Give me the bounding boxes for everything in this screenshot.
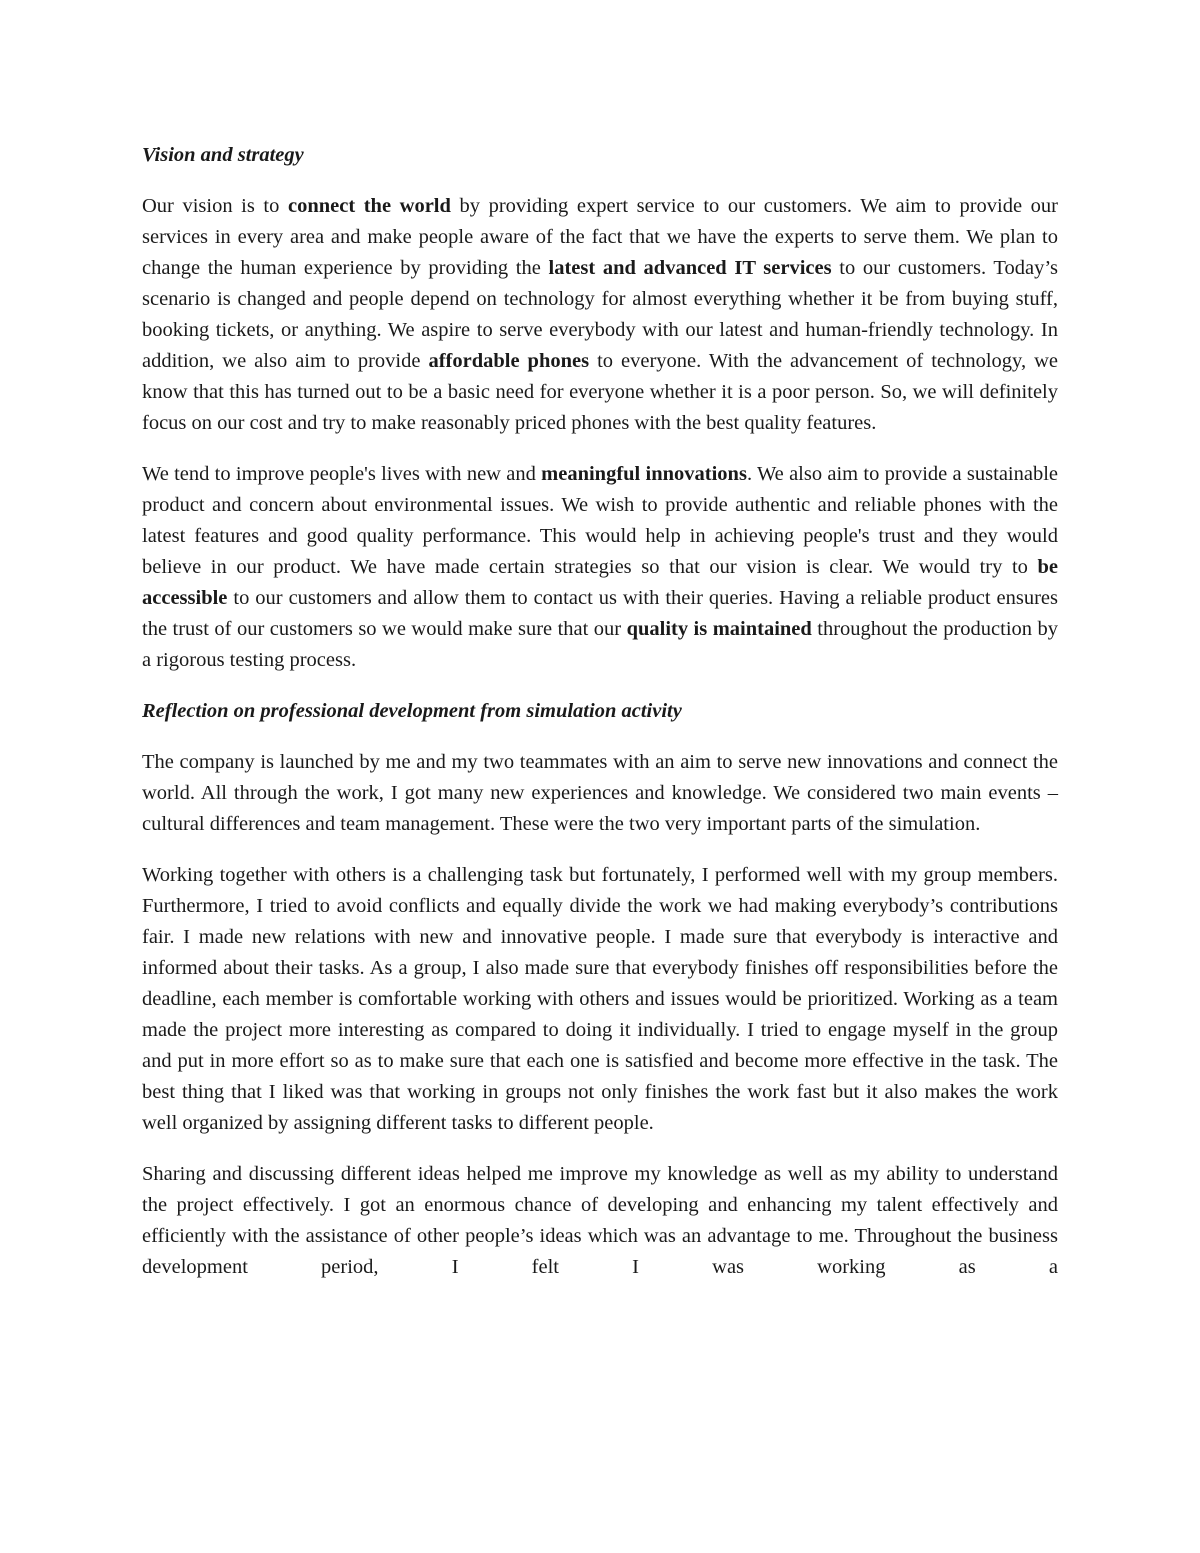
text-run: . We also aim to provide a sustainable product and concern about environmental issues. We wish to provide authentic and reliable phones with the latest features and good quality performance. This would help in achieving people's trust and they would believe in our product. We have made certain strategies so that our vision is clear. We would try to — [142, 463, 1059, 578]
text-run: to everyone. With the advancement of technology, we know that this has turned out to be a basic need for everyone whether it is a poor person. So, we will definitely focus on our cost and try to make reasonably priced phones with the best quality features. — [142, 350, 1058, 434]
text-run: The company is launched by me and my two teammates with an aim to serve new innovations and connect the world. All through the work, I got many new experiences and knowledge. We considered two main events – cultural differences and team management. These were the two very important parts of the simulation. — [142, 751, 1058, 835]
text-run: Our vision is to — [142, 195, 288, 217]
text-run: by providing expert service to our customers. We aim to provide our services in every area and make people aware of the fact that we have the experts to serve them. We plan to change the human experience by providing the — [142, 195, 1058, 279]
paragraph-reflection-2 — [142, 860, 1058, 1139]
section-heading-vision: Vision and strategy — [142, 144, 304, 166]
text-run: throughout the production by a rigorous testing process. — [142, 618, 1058, 671]
bold-phrase: be accessible — [142, 556, 1058, 609]
bold-phrase: connect the world — [287, 195, 451, 217]
bold-phrase: latest and advanced IT services — [548, 257, 832, 279]
text-run: to our customers. Today’s scenario is changed and people depend on technology for almost everything whether it be from buying stuff, booking tickets, or anything. We aspire to serve everybody with our latest and human-friendly technology. In addition, we also aim to provide — [142, 257, 1058, 372]
section-heading-reflection: Reflection on professional development from simulation activity — [142, 700, 682, 722]
text-run: Working together with others is a challenging task but fortunately, I performed well with my group members. Furthermore, I tried to avoid conflicts and equally divide the work we had making everybody’s contributions fair. I made new relations with new and innovative people. I made sure that everybody is interactive and informed about their tasks. As a group, I also made sure that everybody finishes off responsibilities before the deadline, each member is comfortable working with others and issues would be prioritized. Working as a team made the project more interesting as compared to doing it individually. I tried to engage myself in the group and put in more effort so as to make sure that each one is satisfied and become more effective in the task. The best thing that I liked was that working in groups not only finishes the work fast but it also makes the work well organized by assigning different tasks to different people. — [142, 864, 1058, 1134]
text-run: to our customers and allow them to contact us with their queries. Having a reliable product ensures the trust of our customers so we would make sure that our — [142, 587, 1058, 640]
paragraph-reflection-1 — [142, 747, 1058, 840]
paragraph-reflection-3 — [142, 1159, 1058, 1283]
paragraph-vision-2 — [142, 459, 1058, 676]
text-run: We tend to improve people's lives with new and — [142, 463, 542, 485]
bold-phrase: affordable phones — [428, 350, 590, 372]
bold-phrase: quality is maintained — [626, 618, 812, 640]
document-page — [142, 140, 1058, 1303]
text-run: Sharing and discussing different ideas helped me improve my knowledge as well as my ability to understand the project effectively. I got an enormous chance of developing and enhancing my talent effectively and efficiently with the assistance of other people’s ideas which was an advantage to me. Throughout the business development period, I felt I was working as a — [142, 1163, 1058, 1278]
paragraph-vision-1 — [142, 191, 1058, 439]
bold-phrase: meaningful innovations — [541, 463, 747, 485]
